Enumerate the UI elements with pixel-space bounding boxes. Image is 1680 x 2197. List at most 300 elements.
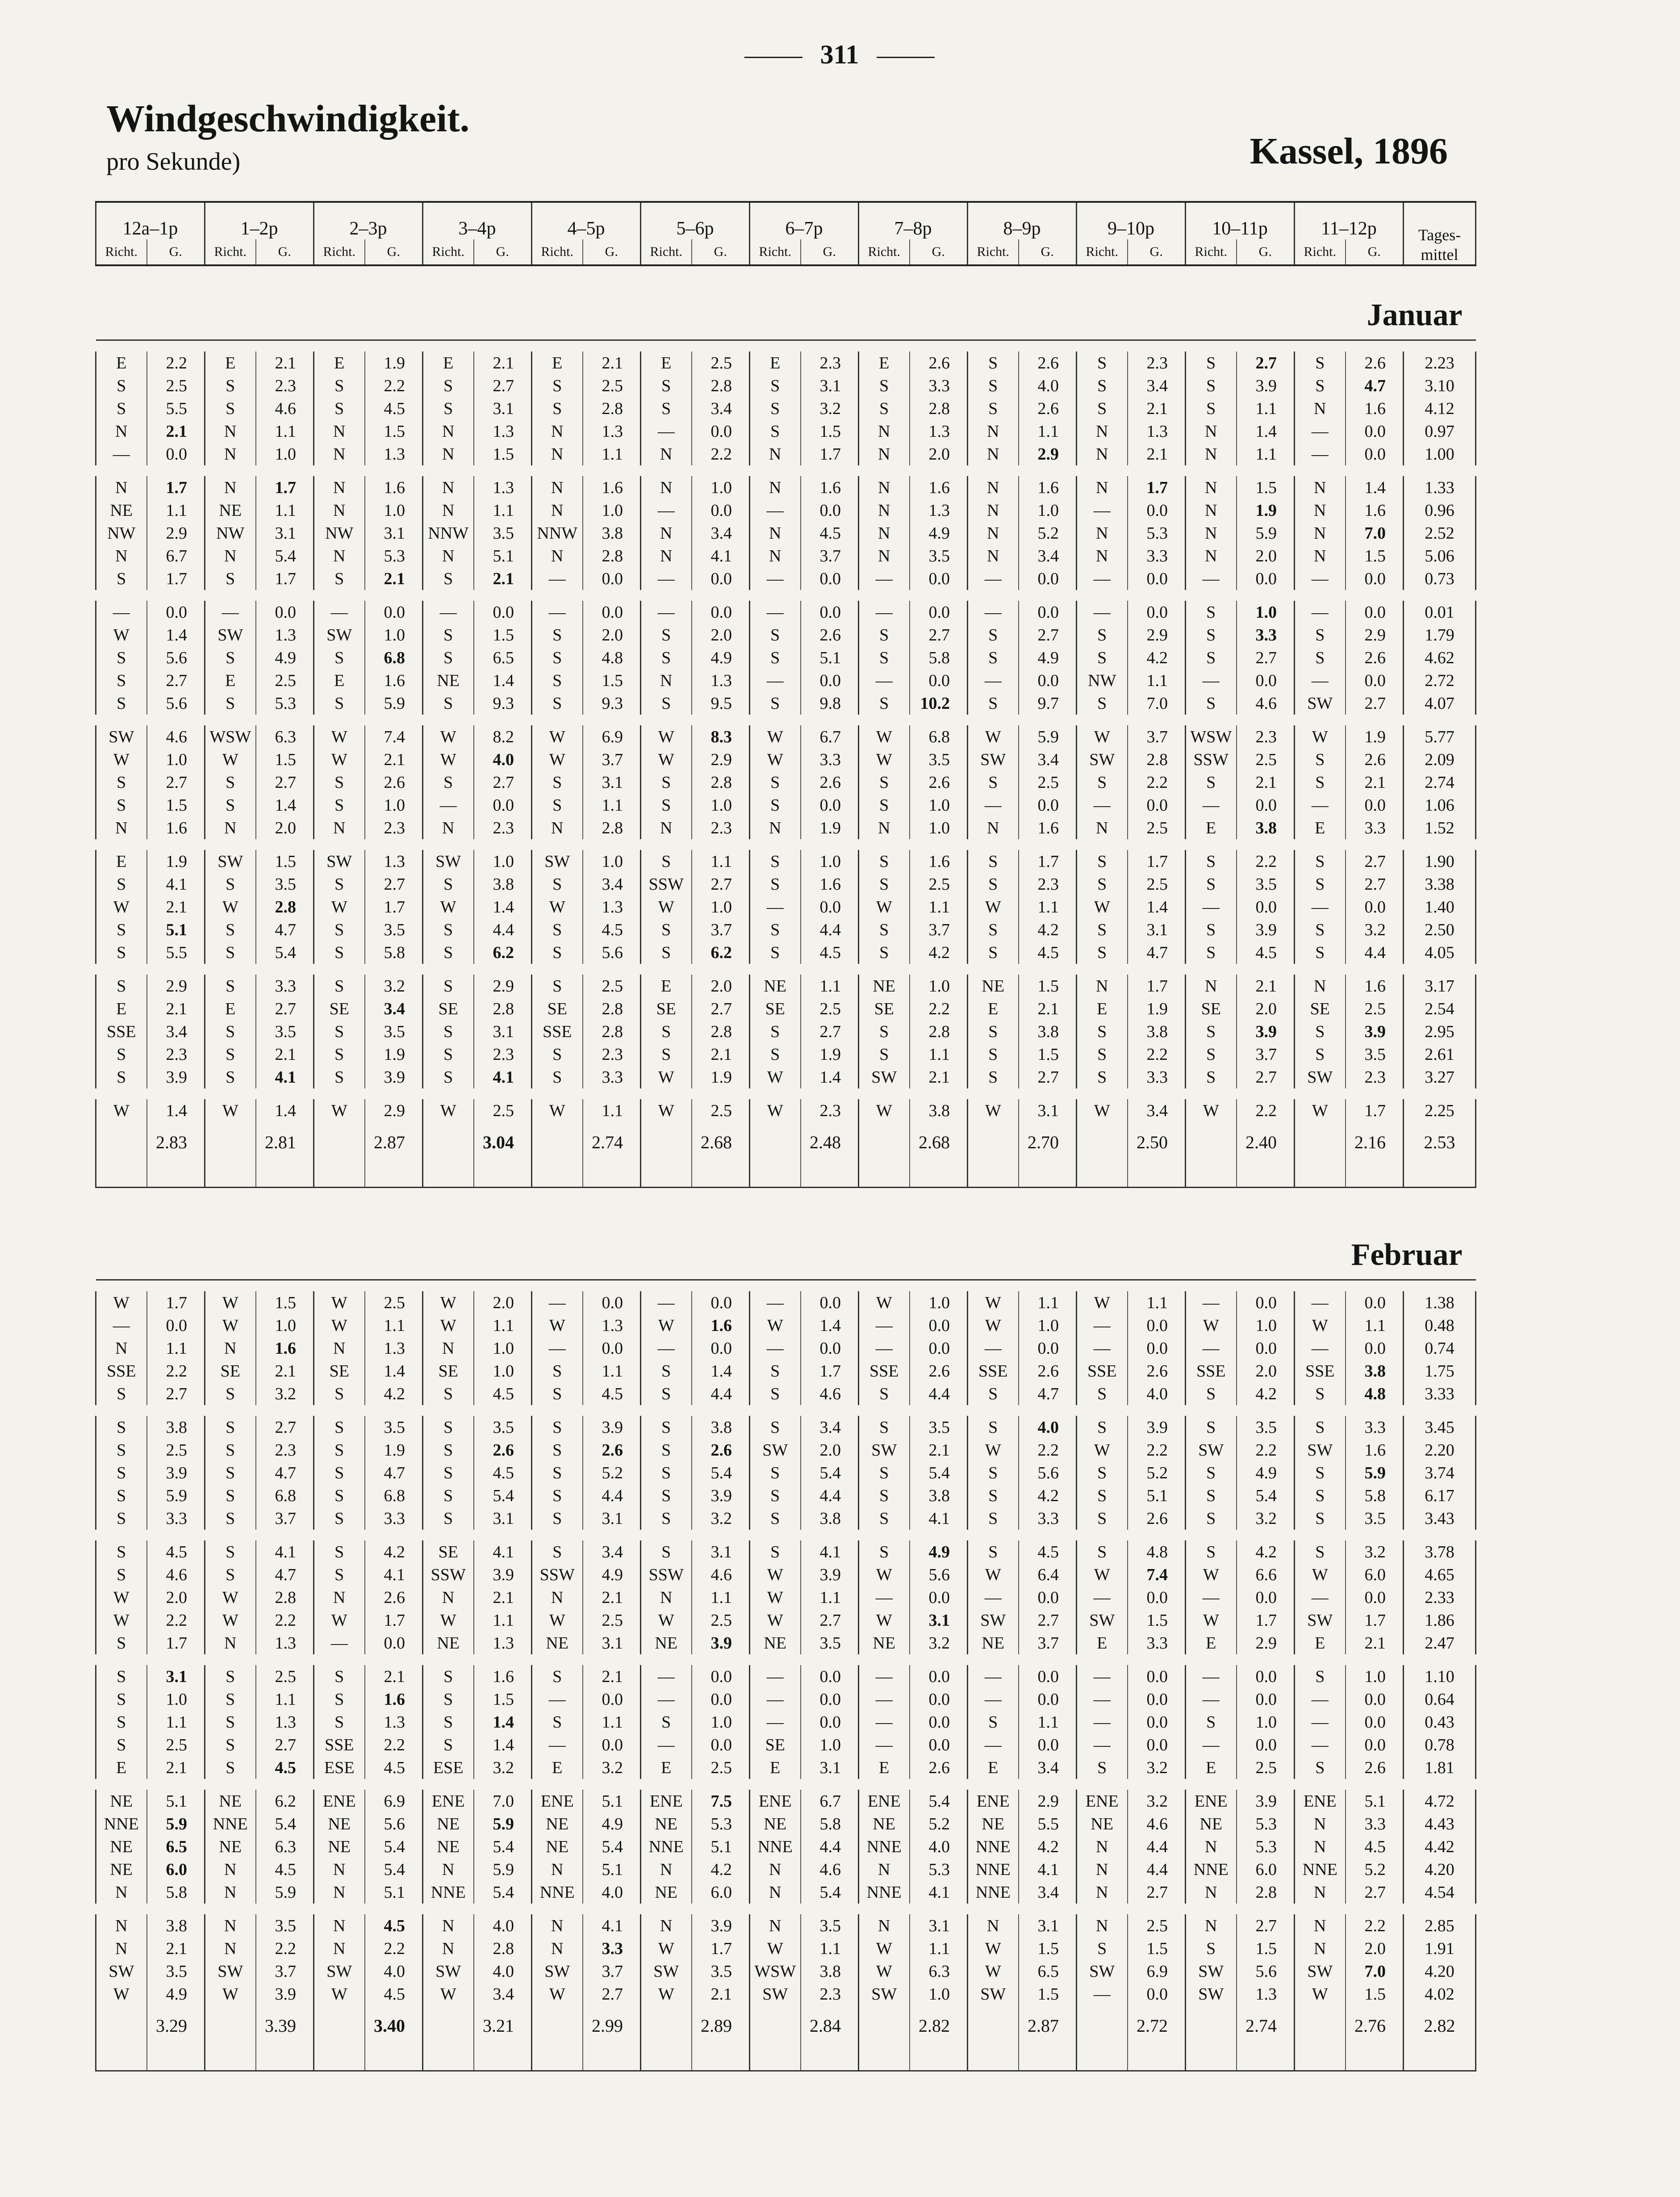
direction-cell: W — [859, 896, 910, 918]
speed-cell: 0.0 — [1019, 1337, 1077, 1360]
speed-cell: 3.7 — [692, 918, 750, 941]
speed-cell: 3.5 — [474, 522, 532, 544]
direction-cell: N — [314, 1586, 365, 1609]
speed-cell: 1.9 — [1346, 725, 1404, 748]
speed-cell: 0.0 — [1346, 1586, 1404, 1609]
speed-cell: 5.9 — [1237, 522, 1295, 544]
direction-cell: N — [968, 499, 1019, 522]
direction-cell: S — [1077, 1066, 1128, 1088]
direction-cell: S — [423, 1461, 474, 1484]
speed-cell: 1.1 — [692, 1586, 750, 1609]
speed-cell: 1.3 — [365, 1711, 423, 1733]
direction-cell: N — [423, 1586, 474, 1609]
direction-cell: S — [1077, 1756, 1128, 1779]
speed-cell: 4.9 — [910, 522, 968, 544]
direction-cell: N — [1295, 1937, 1346, 1960]
direction-cell: W — [1295, 1314, 1346, 1337]
speed-header: G. — [1128, 239, 1186, 265]
direction-cell: N — [1295, 1835, 1346, 1858]
speed-cell: 1.7 — [147, 476, 205, 499]
direction-cell: E — [641, 1756, 692, 1779]
direction-cell: W — [1295, 1563, 1346, 1586]
direction-cell: — — [96, 601, 147, 624]
speed-cell: 4.0 — [474, 1914, 532, 1937]
speed-cell: 4.7 — [256, 1563, 314, 1586]
end-cell — [1237, 2046, 1295, 2071]
speed-cell: 3.3 — [1346, 816, 1404, 839]
direction-cell: S — [423, 692, 474, 715]
speed-cell: 4.0 — [1128, 1382, 1186, 1405]
speed-cell: 0.0 — [1346, 567, 1404, 590]
direction-cell: NE — [96, 1835, 147, 1858]
speed-cell: 3.8 — [692, 1416, 750, 1439]
speed-cell: 4.1 — [474, 1066, 532, 1088]
speed-cell: 6.8 — [910, 725, 968, 748]
speed-cell: 2.6 — [474, 1439, 532, 1461]
table-row — [96, 1937, 1476, 1960]
speed-cell: 0.0 — [1346, 443, 1404, 465]
direction-cell: — — [641, 499, 692, 522]
table-row — [96, 1756, 1476, 1779]
direction-cell: S — [641, 1020, 692, 1043]
direction-cell: W — [532, 748, 583, 771]
direction-cell: S — [532, 1382, 583, 1405]
direction-cell: — — [1186, 1337, 1237, 1360]
speed-cell: 4.5 — [365, 1756, 423, 1779]
speed-cell: 2.7 — [1237, 646, 1295, 669]
speed-cell: 2.6 — [801, 624, 859, 646]
speed-cell: 4.1 — [1019, 1858, 1077, 1881]
direction-cell: W — [1077, 1563, 1128, 1586]
speed-cell: 5.1 — [583, 1790, 641, 1812]
hour-header: 5–6p — [641, 202, 750, 239]
table-row — [96, 1563, 1476, 1586]
speed-cell: 1.1 — [1346, 1314, 1404, 1337]
speed-cell: 4.6 — [801, 1858, 859, 1881]
speed-cell: 2.2 — [365, 374, 423, 397]
speed-cell: 0.0 — [801, 1711, 859, 1733]
direction-cell: SW — [314, 1960, 365, 1983]
speed-cell: 3.2 — [910, 1632, 968, 1654]
table-row — [96, 1665, 1476, 1688]
speed-cell: 2.1 — [1128, 397, 1186, 420]
direction-cell: S — [1186, 624, 1237, 646]
speed-cell: 0.0 — [147, 443, 205, 465]
end-cell — [1077, 1162, 1128, 1188]
direction-cell: N — [1077, 420, 1128, 443]
speed-cell: 1.6 — [1346, 975, 1404, 997]
speed-cell: 2.0 — [256, 816, 314, 839]
direction-cell: NNE — [205, 1812, 256, 1835]
speed-cell: 2.6 — [801, 771, 859, 794]
speed-cell: 3.3 — [365, 1507, 423, 1530]
direction-cell: S — [859, 1461, 910, 1484]
direction-cell: — — [750, 1291, 801, 1314]
direction-cell: — — [968, 1688, 1019, 1711]
speed-cell: 2.3 — [147, 1043, 205, 1066]
direction-cell: S — [1295, 1416, 1346, 1439]
speed-cell: 2.7 — [147, 669, 205, 692]
speed-cell: 0.0 — [583, 1337, 641, 1360]
speed-cell: 1.0 — [1019, 1314, 1077, 1337]
direction-cell: S — [968, 771, 1019, 794]
direction-cell: N — [1077, 476, 1128, 499]
speed-cell: 2.7 — [910, 624, 968, 646]
speed-cell: 5.8 — [801, 1812, 859, 1835]
end-cell — [641, 1162, 692, 1188]
speed-cell: 3.8 — [1128, 1020, 1186, 1043]
spacer-row — [96, 1904, 1476, 1914]
table-row — [96, 748, 1476, 771]
speed-cell: 1.1 — [1128, 669, 1186, 692]
speed-cell: 1.0 — [692, 794, 750, 816]
direction-cell: S — [532, 1360, 583, 1382]
direction-cell: S — [96, 975, 147, 997]
speed-cell: 5.8 — [910, 646, 968, 669]
direction-cell: NE — [859, 975, 910, 997]
speed-cell: 3.7 — [256, 1960, 314, 1983]
speed-cell: 4.0 — [583, 1881, 641, 1904]
direction-cell: — — [641, 1733, 692, 1756]
speed-cell: 2.6 — [1346, 352, 1404, 374]
direction-cell: S — [968, 1507, 1019, 1530]
speed-cell: 3.8 — [147, 1416, 205, 1439]
daily-mean-cell: 4.20 — [1404, 1858, 1476, 1881]
speed-cell: 0.0 — [1128, 1337, 1186, 1360]
speed-cell: 4.5 — [474, 1382, 532, 1405]
direction-cell: S — [314, 1688, 365, 1711]
direction-cell: SE — [423, 1360, 474, 1382]
table-row — [96, 1586, 1476, 1609]
speed-cell: 5.3 — [256, 692, 314, 715]
direction-cell: S — [532, 692, 583, 715]
direction-cell: S — [532, 1066, 583, 1088]
direction-cell: S — [968, 873, 1019, 896]
direction-cell: S — [532, 1416, 583, 1439]
direction-cell: NW — [1077, 669, 1128, 692]
speed-cell: 1.6 — [583, 476, 641, 499]
speed-cell: 2.7 — [692, 873, 750, 896]
speed-cell: 4.5 — [365, 397, 423, 420]
direction-cell: S — [532, 941, 583, 964]
direction-cell: N — [750, 443, 801, 465]
direction-cell: S — [641, 692, 692, 715]
direction-cell: NNE — [968, 1881, 1019, 1904]
speed-cell: 4.5 — [583, 918, 641, 941]
direction-header: Richt. — [314, 239, 365, 265]
speed-cell: 3.8 — [910, 1484, 968, 1507]
direction-cell: — — [641, 420, 692, 443]
direction-cell: S — [1186, 1461, 1237, 1484]
speed-cell: 2.0 — [1237, 544, 1295, 567]
direction-cell: S — [314, 1020, 365, 1043]
direction-cell: N — [423, 420, 474, 443]
direction-cell: — — [641, 1291, 692, 1314]
speed-cell: 2.6 — [692, 1439, 750, 1461]
speed-cell: 4.1 — [256, 1066, 314, 1088]
direction-cell: N — [859, 499, 910, 522]
speed-cell: 2.7 — [365, 873, 423, 896]
table-row — [96, 1711, 1476, 1733]
direction-cell: N — [641, 443, 692, 465]
direction-cell: NNE — [968, 1858, 1019, 1881]
direction-cell: E — [314, 669, 365, 692]
direction-cell: NE — [532, 1835, 583, 1858]
speed-cell: 0.0 — [1237, 1733, 1295, 1756]
speed-cell: 4.2 — [365, 1540, 423, 1563]
direction-cell: S — [96, 1382, 147, 1405]
speed-cell: 6.5 — [1019, 1960, 1077, 1983]
speed-cell: 4.0 — [1019, 1416, 1077, 1439]
direction-cell: E — [1186, 816, 1237, 839]
speed-cell: 2.3 — [583, 1043, 641, 1066]
table-row — [96, 1416, 1476, 1439]
direction-cell: S — [859, 692, 910, 715]
direction-cell: N — [968, 816, 1019, 839]
speed-cell: 3.1 — [365, 522, 423, 544]
direction-cell: E — [641, 975, 692, 997]
direction-cell: S — [314, 374, 365, 397]
speed-cell: 1.9 — [1237, 499, 1295, 522]
direction-cell: S — [641, 850, 692, 873]
daily-mean-cell: 2.50 — [1404, 918, 1476, 941]
direction-cell: S — [205, 567, 256, 590]
end-cell — [1186, 1162, 1237, 1188]
direction-cell: W — [1077, 1439, 1128, 1461]
speed-cell: 0.0 — [692, 420, 750, 443]
direction-cell: W — [968, 896, 1019, 918]
speed-cell: 3.4 — [583, 873, 641, 896]
speed-cell: 2.5 — [474, 1099, 532, 1122]
speed-cell: 0.0 — [1346, 1711, 1404, 1733]
speed-cell: 4.0 — [365, 1960, 423, 1983]
direction-cell: E — [750, 352, 801, 374]
direction-cell: NNW — [532, 522, 583, 544]
direction-cell: N — [532, 544, 583, 567]
direction-cell: S — [205, 397, 256, 420]
speed-cell: 1.6 — [365, 476, 423, 499]
direction-cell: S — [205, 918, 256, 941]
direction-cell: W — [968, 1439, 1019, 1461]
table-row — [96, 1043, 1476, 1066]
speed-cell: 3.5 — [474, 1416, 532, 1439]
wind-speed-table — [95, 201, 1476, 2071]
direction-cell: S — [205, 374, 256, 397]
direction-cell: N — [968, 476, 1019, 499]
direction-cell: S — [750, 1020, 801, 1043]
hourly-average-cell: 2.72 — [1128, 2005, 1186, 2046]
direction-cell: N — [1077, 816, 1128, 839]
speed-cell: 4.6 — [147, 1563, 205, 1586]
direction-cell: — — [641, 1665, 692, 1688]
direction-cell: — — [1295, 601, 1346, 624]
table-row — [96, 794, 1476, 816]
direction-cell: — — [1295, 1711, 1346, 1733]
direction-header: Richt. — [968, 239, 1019, 265]
average-blank — [205, 2005, 256, 2046]
spacer-cell — [96, 1405, 1476, 1416]
direction-cell: S — [314, 646, 365, 669]
speed-cell: 2.8 — [1237, 1881, 1295, 1904]
direction-cell: S — [205, 975, 256, 997]
direction-cell: S — [750, 692, 801, 715]
direction-cell: W — [859, 1291, 910, 1314]
speed-cell: 2.3 — [365, 816, 423, 839]
direction-cell: S — [1186, 1711, 1237, 1733]
speed-cell: 3.9 — [1237, 374, 1295, 397]
daily-mean-cell: 4.20 — [1404, 1960, 1476, 1983]
speed-cell: 9.3 — [583, 692, 641, 715]
speed-cell: 2.8 — [910, 397, 968, 420]
speed-cell: 0.0 — [1346, 669, 1404, 692]
speed-cell: 1.1 — [583, 1360, 641, 1382]
direction-cell: S — [968, 1382, 1019, 1405]
direction-cell: S — [532, 1665, 583, 1688]
speed-cell: 1.0 — [474, 1337, 532, 1360]
direction-cell: N — [750, 1858, 801, 1881]
speed-cell: 2.8 — [692, 1020, 750, 1043]
speed-cell: 6.0 — [1237, 1858, 1295, 1881]
speed-cell: 2.1 — [147, 1937, 205, 1960]
speed-cell: 4.6 — [256, 397, 314, 420]
speed-cell: 0.0 — [1237, 1688, 1295, 1711]
speed-cell: 3.9 — [692, 1632, 750, 1654]
speed-cell: 1.3 — [474, 476, 532, 499]
speed-cell: 1.5 — [1346, 544, 1404, 567]
hourly-average-cell: 2.76 — [1346, 2005, 1404, 2046]
speed-cell: 5.4 — [365, 1835, 423, 1858]
direction-cell: N — [96, 1337, 147, 1360]
speed-cell: 0.0 — [147, 601, 205, 624]
average-blank — [423, 2005, 474, 2046]
speed-cell: 3.5 — [1237, 873, 1295, 896]
direction-cell: S — [205, 1507, 256, 1530]
speed-cell: 1.4 — [474, 1733, 532, 1756]
speed-cell: 2.2 — [1128, 1439, 1186, 1461]
direction-cell: N — [1295, 1914, 1346, 1937]
end-cell — [532, 1162, 583, 1188]
direction-cell: WSW — [205, 725, 256, 748]
table-row — [96, 1099, 1476, 1122]
speed-cell: 3.4 — [1019, 544, 1077, 567]
direction-cell: E — [1186, 1756, 1237, 1779]
speed-cell: 2.1 — [583, 1665, 641, 1688]
direction-cell: NE — [750, 1812, 801, 1835]
direction-cell: E — [532, 1756, 583, 1779]
direction-cell: S — [1295, 374, 1346, 397]
direction-cell: SSE — [1077, 1360, 1128, 1382]
direction-cell: S — [532, 1439, 583, 1461]
speed-cell: 2.5 — [692, 1099, 750, 1122]
direction-cell: — — [532, 1337, 583, 1360]
direction-cell: S — [750, 1360, 801, 1382]
direction-cell: S — [96, 374, 147, 397]
speed-cell: 2.7 — [1237, 1066, 1295, 1088]
direction-cell: W — [968, 1563, 1019, 1586]
direction-cell: NE — [423, 669, 474, 692]
direction-cell: N — [96, 1937, 147, 1960]
speed-cell: 4.0 — [474, 748, 532, 771]
average-blank — [968, 1122, 1019, 1162]
end-cell — [147, 2046, 205, 2071]
speed-cell: 2.1 — [147, 997, 205, 1020]
direction-cell: NE — [750, 1632, 801, 1654]
speed-cell: 2.2 — [910, 997, 968, 1020]
direction-cell: SW — [1295, 1609, 1346, 1632]
speed-cell: 2.2 — [1237, 1099, 1295, 1122]
direction-cell: S — [96, 1711, 147, 1733]
direction-cell: S — [205, 1020, 256, 1043]
speed-cell: 2.6 — [1128, 1507, 1186, 1530]
direction-cell: — — [1295, 1291, 1346, 1314]
spacer-row — [96, 1654, 1476, 1665]
spacer-row — [96, 465, 1476, 476]
speed-cell: 3.1 — [692, 1540, 750, 1563]
daily-mean-cell: 2.47 — [1404, 1632, 1476, 1654]
speed-cell: 5.4 — [801, 1461, 859, 1484]
direction-cell: S — [532, 771, 583, 794]
direction-cell: S — [1186, 1382, 1237, 1405]
average-blank — [1186, 1122, 1237, 1162]
speed-cell: 3.2 — [801, 397, 859, 420]
direction-cell: S — [968, 1540, 1019, 1563]
speed-cell: 0.0 — [1346, 420, 1404, 443]
speed-cell: 3.5 — [1346, 1507, 1404, 1530]
speed-cell: 1.0 — [1019, 499, 1077, 522]
speed-cell: 1.1 — [1019, 1711, 1077, 1733]
speed-cell: 3.2 — [474, 1756, 532, 1779]
speed-cell: 1.1 — [365, 1314, 423, 1337]
direction-cell: S — [750, 1416, 801, 1439]
direction-cell: S — [1077, 771, 1128, 794]
daily-mean-cell: 2.54 — [1404, 997, 1476, 1020]
spacer-cell — [96, 1530, 1476, 1540]
speed-cell: 2.7 — [256, 771, 314, 794]
direction-cell: S — [532, 1507, 583, 1530]
daily-mean-cell: 1.91 — [1404, 1937, 1476, 1960]
speed-cell: 3.3 — [1128, 544, 1186, 567]
hourly-average-cell: 2.40 — [1237, 1122, 1295, 1162]
speed-cell: 1.4 — [1346, 476, 1404, 499]
direction-cell: S — [96, 1665, 147, 1688]
direction-cell: S — [314, 975, 365, 997]
speed-cell: 1.4 — [474, 896, 532, 918]
speed-cell: 2.7 — [256, 997, 314, 1020]
direction-cell: — — [423, 794, 474, 816]
speed-cell: 0.0 — [1237, 1665, 1295, 1688]
speed-cell: 1.7 — [1128, 975, 1186, 997]
direction-cell: S — [750, 1382, 801, 1405]
speed-cell: 1.1 — [910, 896, 968, 918]
direction-cell: S — [1186, 771, 1237, 794]
table-row — [96, 1337, 1476, 1360]
speed-cell: 2.9 — [1019, 443, 1077, 465]
direction-cell: S — [314, 1507, 365, 1530]
table-row — [96, 1790, 1476, 1812]
speed-cell: 2.6 — [1019, 397, 1077, 420]
speed-cell: 4.5 — [801, 941, 859, 964]
direction-cell: — — [1186, 896, 1237, 918]
speed-cell: 5.9 — [474, 1858, 532, 1881]
direction-cell: N — [968, 443, 1019, 465]
speed-cell: 1.0 — [583, 850, 641, 873]
average-blank — [859, 2005, 910, 2046]
speed-cell: 5.1 — [1128, 1484, 1186, 1507]
direction-cell: N — [641, 1858, 692, 1881]
end-cell — [583, 2046, 641, 2071]
speed-cell: 2.5 — [583, 374, 641, 397]
speed-cell: 7.5 — [692, 1790, 750, 1812]
